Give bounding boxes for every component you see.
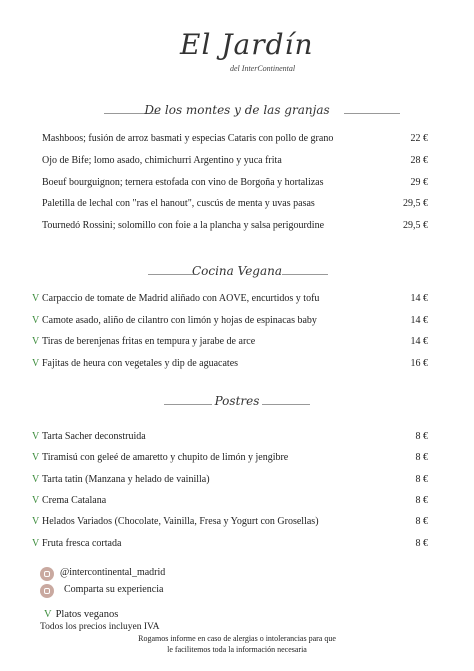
item-name: Tarta tatin (Manzana y helado de vainilla) [42,474,210,485]
menu-item [0,452,474,470]
item-name: Carpaccio de tomate de Madrid aliñado con AOVE, encurtidos y tofu [42,293,320,304]
vegan-mark: V [32,474,40,485]
menu-item [0,516,474,534]
vegan-mark: V [32,358,40,369]
item-price: 14 € [410,293,428,304]
item-price: 8 € [415,495,428,506]
section-title-text: De los montes y de las granjas [144,103,330,117]
item-name: Tiras de berenjenas fritas en tempura y jarabe de arce [42,336,256,347]
item-price: 28 € [410,155,428,166]
item-name: Fruta fresca cortada [42,538,122,549]
menu-item [0,474,474,492]
vegan-mark: V [32,293,40,304]
item-name: Ojo de Bife; lomo asado, chimichurri Argentino y yuca frita [42,155,282,166]
menu-item [0,198,474,216]
divider-right [344,113,400,114]
item-price: 8 € [415,538,428,549]
vegan-mark: V [32,336,40,347]
share-text: Comparta su experiencia [64,584,164,595]
item-price: 29 € [410,177,428,188]
section-title-vegana [0,264,474,284]
share-experience-link[interactable] [40,584,240,600]
item-name: Crema Catalana [42,495,107,506]
logo-subtitle: del InterContinental [230,64,296,73]
instagram-icon [40,567,54,581]
item-price: 8 € [415,474,428,485]
iva-notice: Todos los precios incluyen IVA [40,622,160,632]
section-title-text: Postres [214,394,260,408]
item-price: 14 € [410,315,428,326]
item-name: Boeuf bourguignon; ternera estofada con vino de Borgoña y hortalizas [42,177,324,188]
menu-item [0,177,474,195]
divider-right [262,404,310,405]
menu-item [0,495,474,513]
item-name: Paletilla de lechal con "ras el hanout", cuscús de menta y uvas pasas [42,198,315,209]
section-title-text: Cocina Vegana [191,264,283,278]
item-price: 22 € [410,133,428,144]
item-price: 29,5 € [403,220,428,231]
menu-item [0,336,474,354]
menu-item [0,220,474,238]
vegan-mark: V [32,431,40,442]
vegan-mark: V [32,538,40,549]
item-price: 8 € [415,431,428,442]
item-price: 14 € [410,336,428,347]
menu-item [0,538,474,556]
vegan-mark: V [32,315,40,326]
menu-item [0,315,474,333]
menu-item [0,155,474,173]
menu-item [0,293,474,311]
item-name: Tarta Sacher deconstruida [42,431,146,442]
section-title-postres [0,394,474,414]
item-name: Helados Variados (Chocolate, Vainilla, Fresa y Yogurt con Grosellas) [42,516,319,527]
item-name: Fajitas de heura con vegetales y dip de aguacates [42,358,239,369]
menu-item [0,431,474,449]
vegan-mark: V [44,609,52,620]
section-title-montes [0,103,474,123]
allergy-note-line1: Rogamos informe en caso de alergias o intolerancias para que [138,634,336,643]
instagram-handle: @intercontinental_madrid [60,567,166,578]
vegan-legend [44,609,118,620]
item-price: 8 € [415,452,428,463]
vegan-mark: V [32,516,40,527]
instagram-link[interactable] [40,567,240,583]
vegan-mark: V [32,452,40,463]
item-name: Tiramisú con geleé de amaretto y chupito de limón y jengibre [42,452,289,463]
item-name: Tournedó Rossini; solomillo con foie a la plancha y salsa perigourdine [42,220,325,231]
item-price: 16 € [410,358,428,369]
item-price: 8 € [415,516,428,527]
menu-item [0,133,474,151]
item-name: Camote asado, aliño de cilantro con limón y hojas de espinacas baby [42,315,317,326]
menu-item [0,358,474,376]
restaurant-logo [0,28,474,78]
item-price: 29,5 € [403,198,428,209]
divider-right [282,274,328,275]
logo-title: El Jardín [180,28,314,61]
allergy-note-line2: le facilitemos toda la información necesaria [167,645,307,654]
item-name: Mashboos; fusión de arroz basmati y especias Cataris con pollo de grano [42,133,334,144]
vegan-mark: V [32,495,40,506]
share-icon [40,584,54,598]
vegan-legend-text: Platos veganos [55,609,119,620]
